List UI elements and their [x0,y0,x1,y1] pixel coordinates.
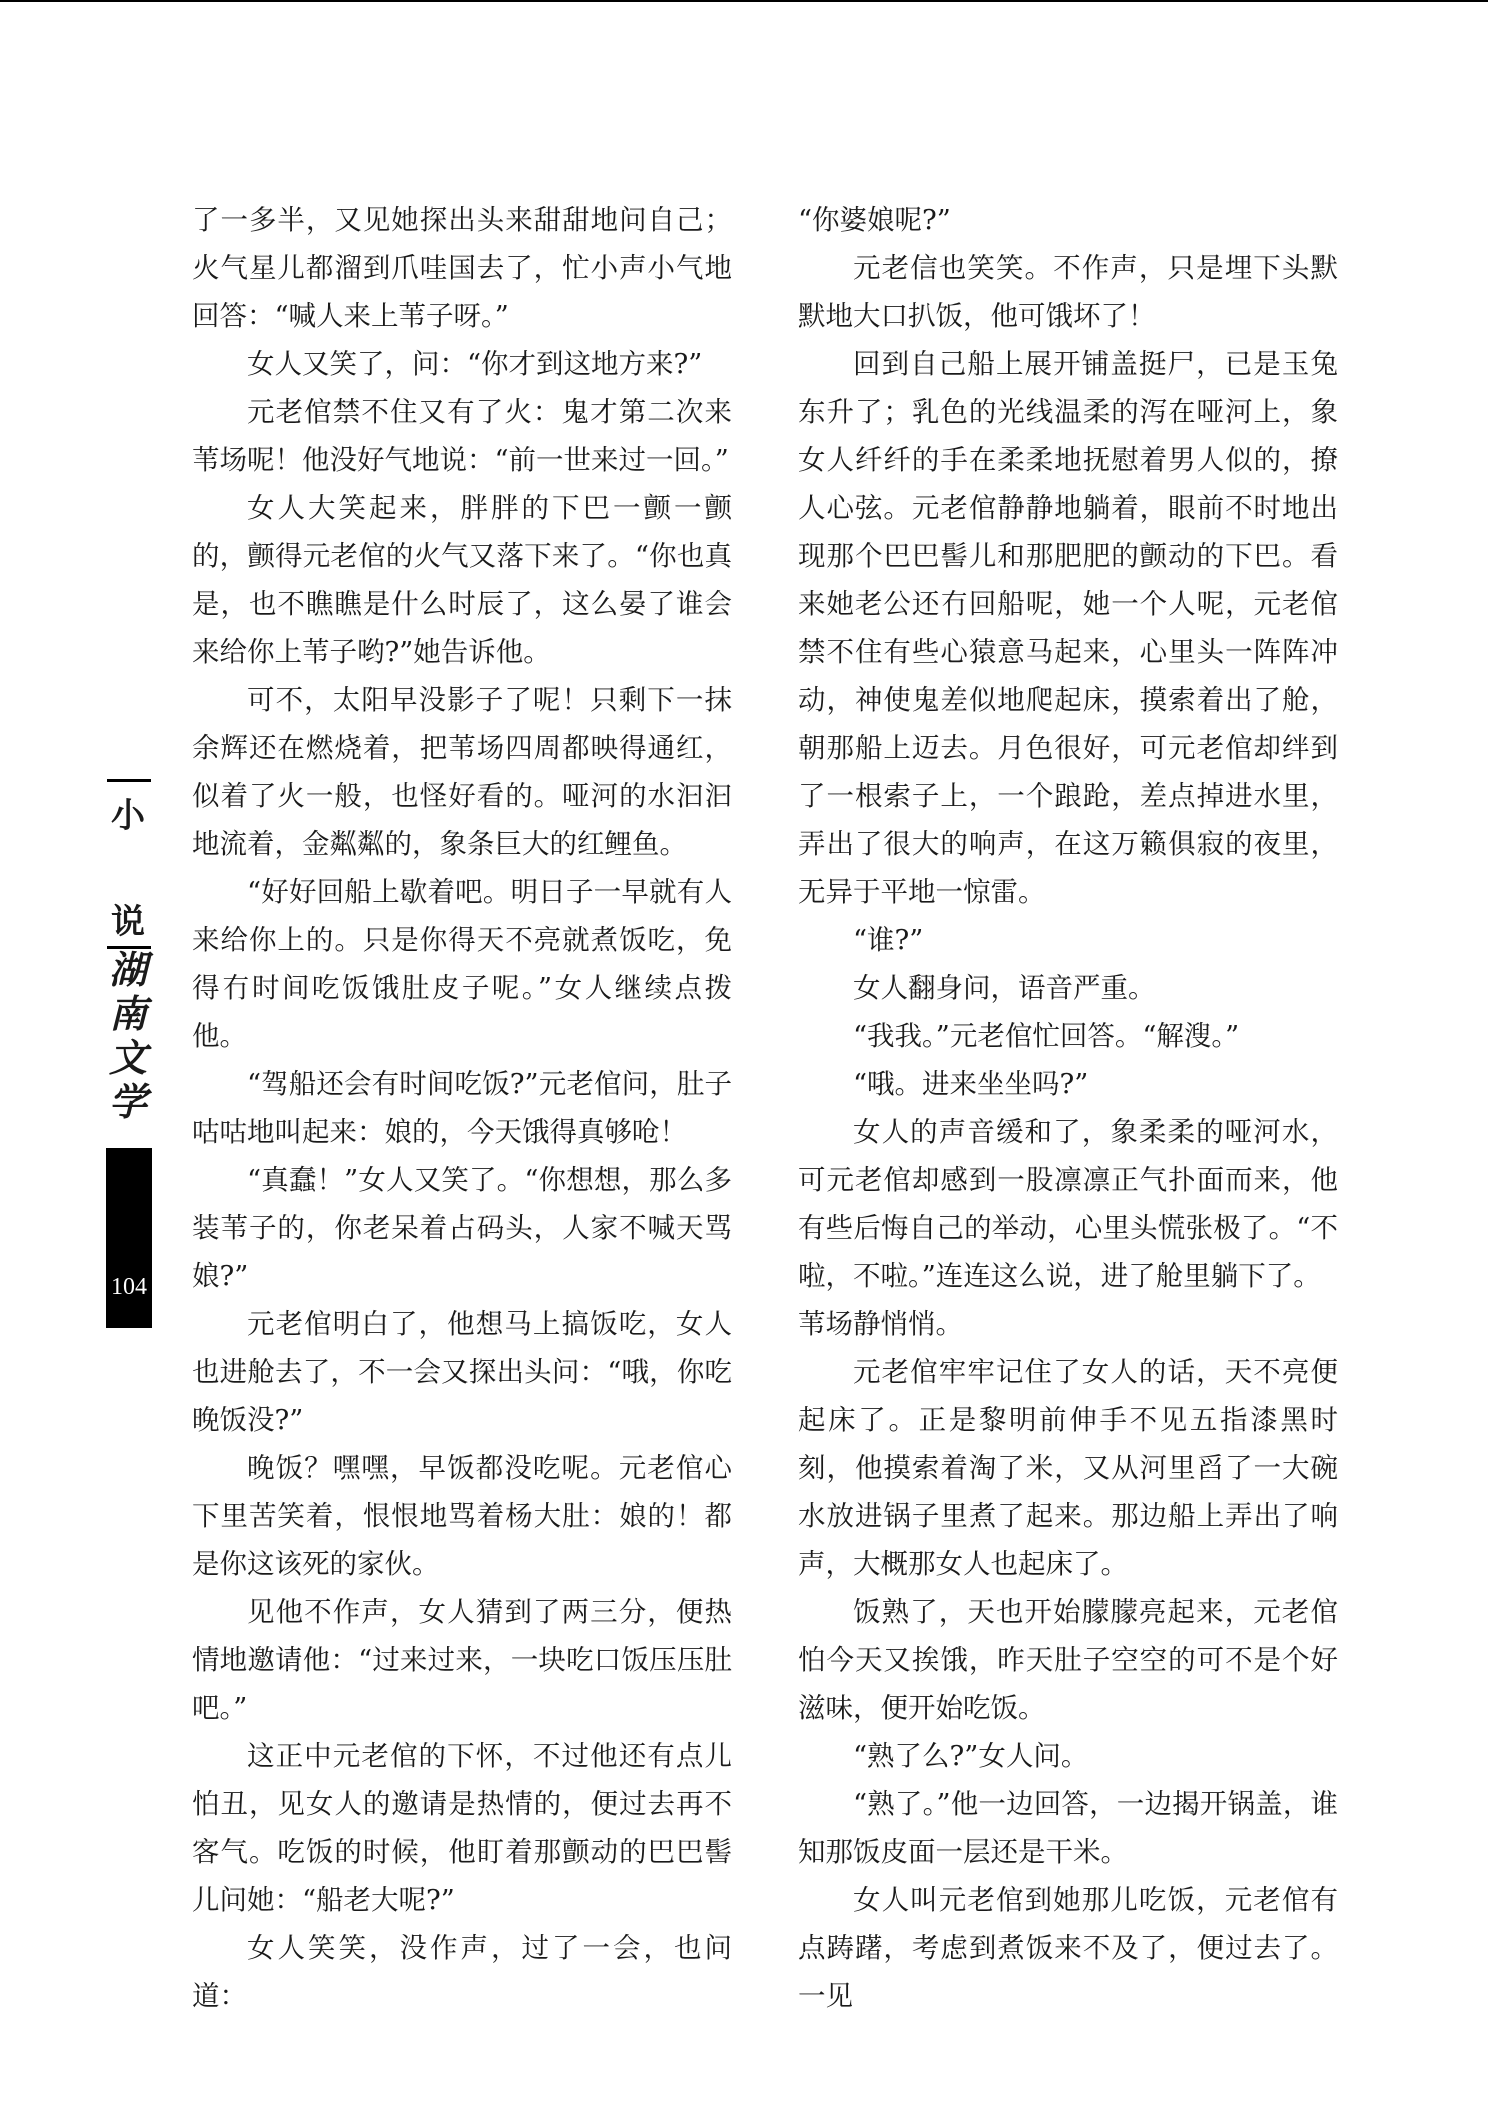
sidebar-rule-top [107,779,151,782]
page-number: 104 [111,1274,147,1300]
left-text-column [192,196,732,2020]
paragraph: “真蠢！”女人又笑了。“你想想，那么多装苇子的，你老呆着占码头，人家不喊天骂娘?” [192,1164,732,1292]
top-border-line [0,0,1488,2]
paragraph: 苇场静悄悄。 [798,1308,963,1340]
paragraph: 元老信也笑笑。不作声，只是埋下头默默地大口扒饭，他可饿坏了！ [798,252,1338,332]
paragraph: 女人大笑起来，胖胖的下巴一颤一颤的，颤得元老倌的火气又落下来了。“你也真是，也不瞧瞧是什么时辰了，这么晏了谁会来给你上苇子哟?”她告诉他。 [192,492,732,668]
sidebar-char-xiao: 小 [111,796,145,836]
paragraph: 元老倌禁不住又有了火：鬼才第二次来苇场呢！他没好气地说：“前一世来过一回。” [192,396,732,476]
paragraph: 这正中元老倌的下怀，不过他还有点儿怕丑，见女人的邀请是热情的，便过去再不客气。吃饭的时候，他盯着那颤动的巴巴髻儿问她：“船老大呢?” [192,1740,732,1916]
journal-name-vertical [108,948,148,1124]
journal-char: 南 [108,991,147,1036]
paragraph: “熟了。”他一边回答，一边揭开锅盖，谁知那饭皮面一层还是干米。 [798,1788,1338,1868]
sidebar-char-shuo: 说 [111,902,145,942]
paragraph: 饭熟了，天也开始朦朦亮起来，元老倌怕今天又挨饿，昨天肚子空空的可不是个好滋味，便开始吃饭。 [798,1596,1338,1724]
paragraph: “好好回船上歇着吧。明日子一早就有人来给你上的。只是你得天不亮就煮饭吃，免得冇时间吃饭饿肚皮子呢。”女人继续点拨他。 [192,876,732,1052]
paragraph: 女人翻身问，语音严重。 [853,972,1156,1004]
journal-char: 文 [108,1035,147,1080]
journal-char: 学 [108,1079,147,1124]
right-text-column [798,196,1338,2020]
paragraph: 了一多半，又见她探出头来甜甜地问自己；火气星儿都溜到爪哇国去了，忙小声小气地回答：“喊人来上苇子呀。” [192,204,732,332]
paragraph: “我我。”元老倌忙回答。“解溲。” [853,1020,1240,1052]
paragraph: 回到自己船上展开铺盖挺尸，已是玉兔东升了；乳色的光线温柔的泻在哑河上，象女人纤纤的手在柔柔地抚慰着男人似的，撩人心弦。元老倌静静地躺着，眼前不时地出现那个巴巴髻儿和那肥肥的颤动的下巴。看来她老公还冇回船呢，她一个人呢，元老倌禁不住有些心猿意马起来，心里头一阵阵冲动，神使鬼差似地爬起床，摸索着出了舱，朝那船上迈去。月色很好，可元老倌却绊到了一根索子上，一个踉跄，差点掉进水里，弄出了很大的响声，在这万籁俱寂的夜里，无异于平地一惊雷。 [798,348,1338,908]
paragraph: 女人叫元老倌到她那儿吃饭，元老倌有点踌躇，考虑到煮饭来不及了，便过去了。一见 [798,1884,1338,2012]
paragraph: 可不，太阳早没影子了呢！只剩下一抹余辉还在燃烧着，把苇场四周都映得通红，似着了火一般，也怪好看的。哑河的水汩汩地流着，金粼粼的，象条巨大的红鲤鱼。 [192,684,732,860]
paragraph: “谁?” [853,924,924,956]
paragraph: 元老倌牢牢记住了女人的话，天不亮便起床了。正是黎明前伸手不见五指漆黑时刻，他摸索着淘了米，又从河里舀了一大碗水放进锅子里煮了起来。那边船上弄出了响声，大概那女人也起床了。 [798,1356,1338,1580]
paragraph: 女人笑笑，没作声，过了一会，也问道： [192,1932,732,2012]
paragraph: “驾船还会有时间吃饭?”元老倌问，肚子咕咕地叫起来：娘的，今天饿得真够呛！ [192,1068,732,1148]
paragraph: 元老倌明白了，他想马上搞饭吃，女人也进舱去了，不一会又探出头问：“哦，你吃晚饭没?” [192,1308,732,1436]
paragraph: 晚饭？嘿嘿，早饭都没吃呢。元老倌心下里苦笑着，恨恨地骂着杨大肚：娘的！都是你这该死的家伙。 [192,1452,732,1580]
paragraph: “哦。进来坐坐吗?” [853,1068,1089,1100]
paragraph: “熟了么?”女人问。 [853,1740,1089,1772]
paragraph: 见他不作声，女人猜到了两三分，便热情地邀请他：“过来过来，一块吃口饭压压肚吧。” [192,1596,732,1724]
paragraph: 女人又笑了，问：“你才到这地方来?” [247,348,703,380]
paragraph: 女人的声音缓和了，象柔柔的哑河水，可元老倌却感到一股凛凛正气扑面而来，他有些后悔自己的举动，心里头慌张极了。“不啦，不啦。”连连这么说，进了舱里躺下了。 [798,1116,1338,1292]
paragraph: “你婆娘呢?” [798,204,951,236]
journal-char: 湖 [108,947,147,992]
